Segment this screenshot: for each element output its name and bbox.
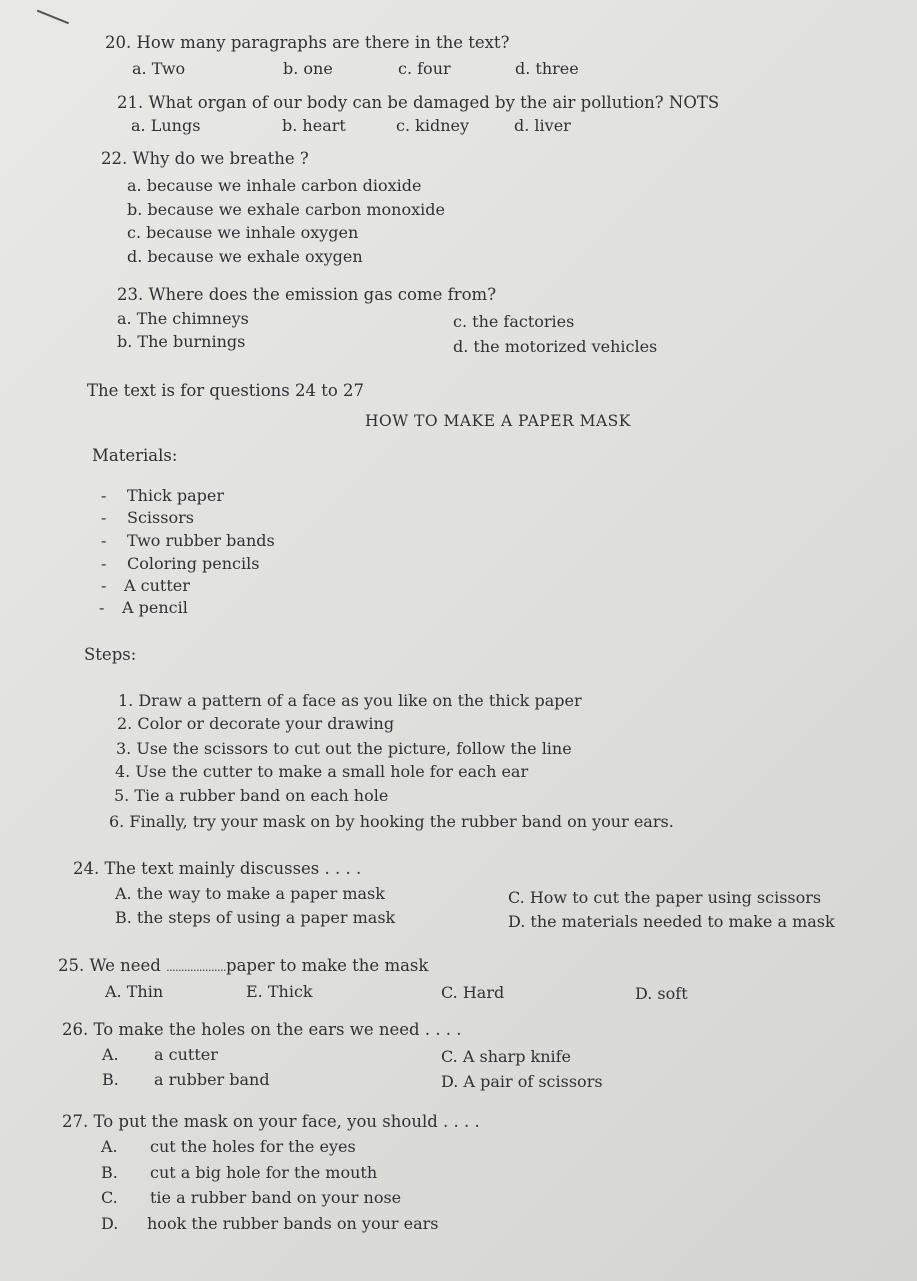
- question-27-option-c: tie a rubber band on your nose: [150, 1188, 402, 1207]
- question-24-stem: 24. The text mainly discusses . . . .: [73, 859, 362, 878]
- question-25-option-d: D. soft: [635, 984, 688, 1003]
- question-26-option-b-letter: B.: [102, 1070, 119, 1089]
- material-item: Scissors: [127, 508, 194, 527]
- question-26-option-d: D. A pair of scissors: [441, 1072, 603, 1091]
- step-item: 5. Tie a rubber band on each hole: [114, 786, 389, 805]
- question-23-option-c: c. the factories: [453, 312, 575, 331]
- question-22-option-b: b. because we exhale carbon monoxide: [127, 200, 445, 219]
- question-26-option-b: a rubber band: [154, 1070, 270, 1089]
- material-bullet: -: [101, 531, 107, 550]
- steps-heading: Steps:: [84, 645, 137, 664]
- question-27-option-a-letter: A.: [101, 1137, 118, 1156]
- question-25-stem-start: 25. We need: [58, 956, 161, 975]
- question-27-option-d: hook the rubber bands on your ears: [147, 1214, 439, 1233]
- material-bullet: -: [99, 598, 105, 617]
- question-27-stem: 27. To put the mask on your face, you should . . . .: [62, 1112, 480, 1131]
- material-bullet: -: [101, 508, 107, 527]
- step-item: 1. Draw a pattern of a face as you like on the thick paper: [118, 691, 582, 710]
- question-26-option-a: a cutter: [154, 1045, 218, 1064]
- question-21-option-a: a. Lungs: [131, 116, 201, 135]
- material-item: A cutter: [124, 576, 190, 595]
- step-item: 3. Use the scissors to cut out the picture, follow the line: [116, 739, 572, 758]
- scan-mark: [37, 10, 69, 24]
- question-25-option-b: E. Thick: [246, 982, 313, 1001]
- question-20-option-c: c. four: [398, 59, 451, 78]
- question-20-option-d: d. three: [515, 59, 579, 78]
- question-23-option-b: b. The burnings: [117, 332, 246, 351]
- material-bullet: -: [101, 486, 107, 505]
- material-item: Two rubber bands: [127, 531, 275, 550]
- question-21-option-c: c. kidney: [396, 116, 469, 135]
- step-item: 4. Use the cutter to make a small hole for each ear: [115, 762, 529, 781]
- step-item: 2. Color or decorate your drawing: [117, 714, 395, 733]
- question-20-stem: 20. How many paragraphs are there in the text?: [105, 33, 510, 52]
- question-24-option-d: D. the materials needed to make a mask: [508, 912, 835, 931]
- question-24-option-a: A. the way to make a paper mask: [115, 884, 385, 903]
- material-bullet: -: [101, 554, 107, 573]
- question-22-stem: 22. Why do we breathe ?: [101, 149, 309, 168]
- step-item: 6. Finally, try your mask on by hooking the rubber band on your ears.: [109, 812, 674, 831]
- question-26-stem: 26. To make the holes on the ears we need . . . .: [62, 1020, 462, 1039]
- question-27-option-b-letter: B.: [101, 1163, 118, 1182]
- question-27-option-a: cut the holes for the eyes: [150, 1137, 356, 1156]
- question-25-blank: ....................: [166, 961, 227, 974]
- question-24-option-c: C. How to cut the paper using scissors: [508, 888, 822, 907]
- question-27-option-b: cut a big hole for the mouth: [150, 1163, 378, 1182]
- question-21-stem: 21. What organ of our body can be damaged by the air pollution? NOTS: [117, 93, 720, 112]
- passage-title: HOW TO MAKE A PAPER MASK: [365, 412, 631, 430]
- material-item: Thick paper: [127, 486, 224, 505]
- question-24-option-b: B. the steps of using a paper mask: [115, 908, 396, 927]
- question-20-option-a: a. Two: [132, 59, 186, 78]
- question-26-option-a-letter: A.: [102, 1045, 119, 1064]
- material-item: A pencil: [122, 598, 188, 617]
- question-23-stem: 23. Where does the emission gas come from?: [117, 285, 497, 304]
- question-22-option-a: a. because we inhale carbon dioxide: [127, 176, 422, 195]
- material-item: Coloring pencils: [127, 554, 260, 573]
- question-21-option-b: b. heart: [282, 116, 346, 135]
- question-26-option-c: C. A sharp knife: [441, 1047, 572, 1066]
- question-20-option-b: b. one: [283, 59, 333, 78]
- question-27-option-d-letter: D.: [101, 1214, 119, 1233]
- question-25-stem: [58, 956, 428, 978]
- materials-heading: Materials:: [92, 446, 178, 465]
- question-27-option-c-letter: C.: [101, 1188, 118, 1207]
- question-22-option-c: c. because we inhale oxygen: [127, 223, 359, 242]
- question-23-option-d: d. the motorized vehicles: [453, 337, 658, 356]
- question-21-option-d: d. liver: [514, 116, 571, 135]
- material-bullet: -: [101, 576, 107, 595]
- question-22-option-d: d. because we exhale oxygen: [127, 247, 363, 266]
- question-25-stem-end: paper to make the mask: [226, 956, 429, 975]
- question-25-option-a: A. Thin: [105, 982, 164, 1001]
- question-23-option-a: a. The chimneys: [117, 309, 249, 328]
- passage-intro: The text is for questions 24 to 27: [87, 381, 365, 400]
- question-25-option-c: C. Hard: [441, 983, 505, 1002]
